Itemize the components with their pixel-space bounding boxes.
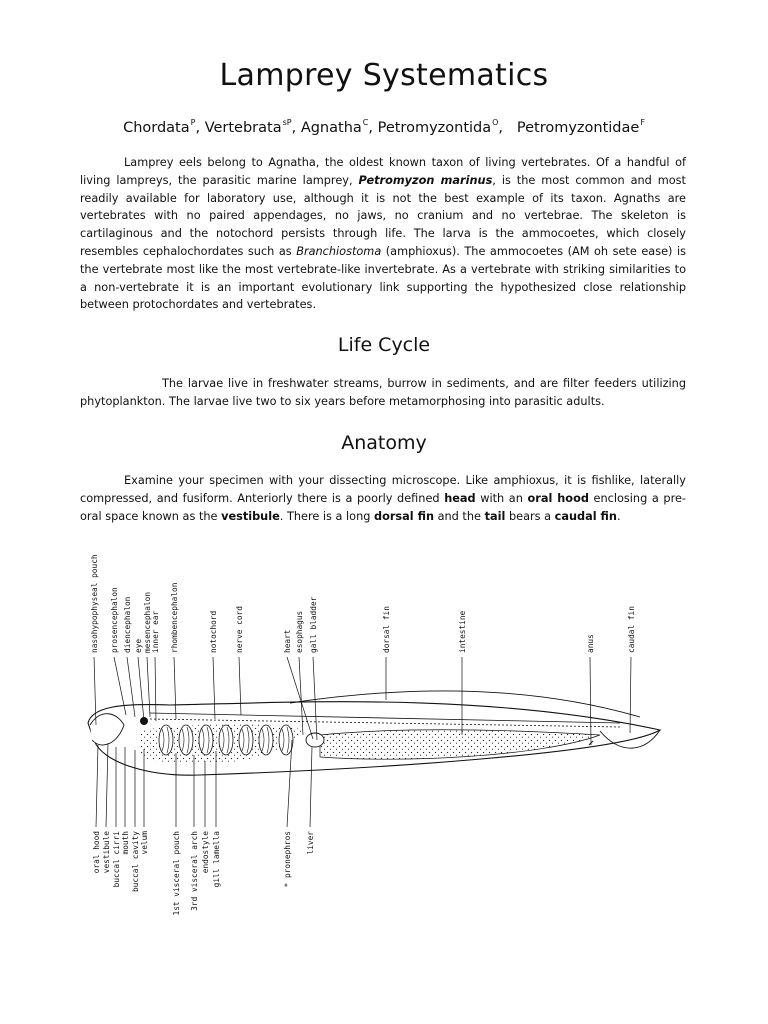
figure-label-top: nerve cord (235, 606, 244, 653)
gill-pouch-shape (279, 725, 293, 755)
figure-label-bottom: * pronephros (283, 831, 292, 888)
taxon-name: Petromyzontida (377, 120, 492, 136)
gill-pouch-shape (179, 725, 193, 755)
figure-label-bottom: velum (140, 831, 149, 855)
taxon-name: Vertebrata (204, 120, 282, 136)
figure-label-top: anus (586, 634, 595, 653)
taxon-rank: C (362, 118, 369, 127)
gill-pouch-shape (219, 725, 233, 755)
taxon-name: Agnatha (300, 120, 362, 136)
figure-label-top: mesencephalon (143, 591, 152, 653)
figure-label-top: rhombencephalon (170, 582, 179, 653)
anatomy-heading: Anatomy (341, 432, 427, 454)
lamprey-anatomy-figure (80, 535, 665, 935)
figure-label-top: intestine (458, 610, 467, 653)
figure-label-bottom: vestibule (102, 831, 111, 874)
figure-label-top: diencephalon (123, 596, 132, 653)
figure-label-top: inner ear (151, 610, 160, 653)
figure-label-top: caudal fin (627, 606, 636, 653)
term-vestibule: vestibule (221, 509, 280, 523)
figure-label-bottom: buccal cirri (112, 831, 121, 888)
leader-line (630, 657, 631, 733)
figure-label-top: esophagus (295, 610, 304, 653)
taxon-rank: O (492, 118, 499, 127)
taxon-name: Petromyzontidae (516, 120, 640, 136)
term-oral-hood: oral hood (527, 491, 589, 505)
life-cycle-heading: Life Cycle (337, 334, 431, 356)
figure-label-bottom: liver (306, 831, 315, 855)
taxon-name: Chordata (123, 120, 190, 136)
figure-label-bottom: gill lamella (212, 831, 221, 888)
figure-label-bottom: endostyle (201, 831, 210, 874)
species-name: Petromyzon marinus (358, 173, 493, 187)
taxonomy-line: Chordata$^P$, Vertebrata$^{sP}$, Agnatha$^C$, Petromyzontida$^O$, Petromyzontidae$^F$ (123, 118, 645, 136)
figure-label-bottom: oral hood (92, 831, 101, 874)
figure-label-bottom: 3rd visceral arch (190, 831, 199, 911)
lamprey-anatomy-diagram (80, 535, 665, 935)
figure-label-top: gall bladder (309, 596, 318, 653)
page-title: Lamprey Systematics (219, 58, 549, 93)
figure-label-top: heart (283, 629, 292, 653)
figure-label-bottom: mouth (121, 831, 130, 855)
anatomy-paragraph: Examine your specimen with your dissecting microscope. Like amphioxus, it is fishlike, laterally compressed, and fusiform. Anteriorly there is a poorly defined head with an oral hood enclosing a pre-oral space known as the vestibule. There is a long dorsal fin and the tail bears a caudal fin. (80, 474, 686, 523)
figure-label-top: dorsal fin (382, 606, 391, 653)
figure-label-top: prosencephalon (110, 587, 119, 653)
heart-shape (306, 733, 324, 747)
gill-pouch-shape (199, 725, 213, 755)
taxon-rank: sP (282, 118, 292, 127)
leader-line (96, 745, 98, 827)
gill-pouch-shape (159, 725, 173, 755)
gill-pouch-shape (239, 725, 253, 755)
taxon-rank: P (190, 118, 196, 127)
figure-label-top: eye (134, 638, 143, 653)
term-dorsal-fin: dorsal fin (374, 509, 434, 523)
figure-label-bottom: buccal cavity (131, 831, 140, 893)
term-head: head (444, 491, 476, 505)
figure-label-top: nasohypophyseal pouch (90, 554, 99, 653)
genus-name: Branchiostoma (296, 244, 382, 258)
term-caudal-fin: caudal fin (554, 509, 617, 523)
figure-label-top: notochord (209, 610, 218, 653)
intestine-region (320, 730, 600, 759)
life-cycle-paragraph: The larvae live in freshwater streams, burrow in sediments, and are filter feeders utilizing phytoplankton. The larvae live two to six years before metamorphosing into parasitic adults. (80, 377, 686, 408)
term-tail: tail (484, 509, 506, 523)
figure-label-bottom: 1st visceral pouch (172, 831, 181, 916)
taxon-rank: F (640, 118, 645, 127)
gill-pouch-shape (259, 725, 273, 755)
intro-paragraph: Lamprey eels belong to Agnatha, the oldest known taxon of living vertebrates. Of a handful of living lampreys, the parasitic marine lamprey, Petromyzon marinus, is the most common and most readily available for laboratory use, although it is not the best example of its taxon. Agnaths are vertebrates with no paired appendages, no jaws, no cranium and no vertebrae. The skeleton is cartilaginous and the notochord persists through life. The larva is the ammocoetes, which closely resembles cephalochordates such as Branchiostoma (amphioxus). The ammocoetes (AM oh sete ease) is the vertebrate most like the most vertebrate-like invertebrate. As a vertebrate with striking similarities to a non-vertebrate it is an important evolutionary link supporting the hypothesized close relationship between protochordates and vertebrates. (80, 156, 686, 312)
